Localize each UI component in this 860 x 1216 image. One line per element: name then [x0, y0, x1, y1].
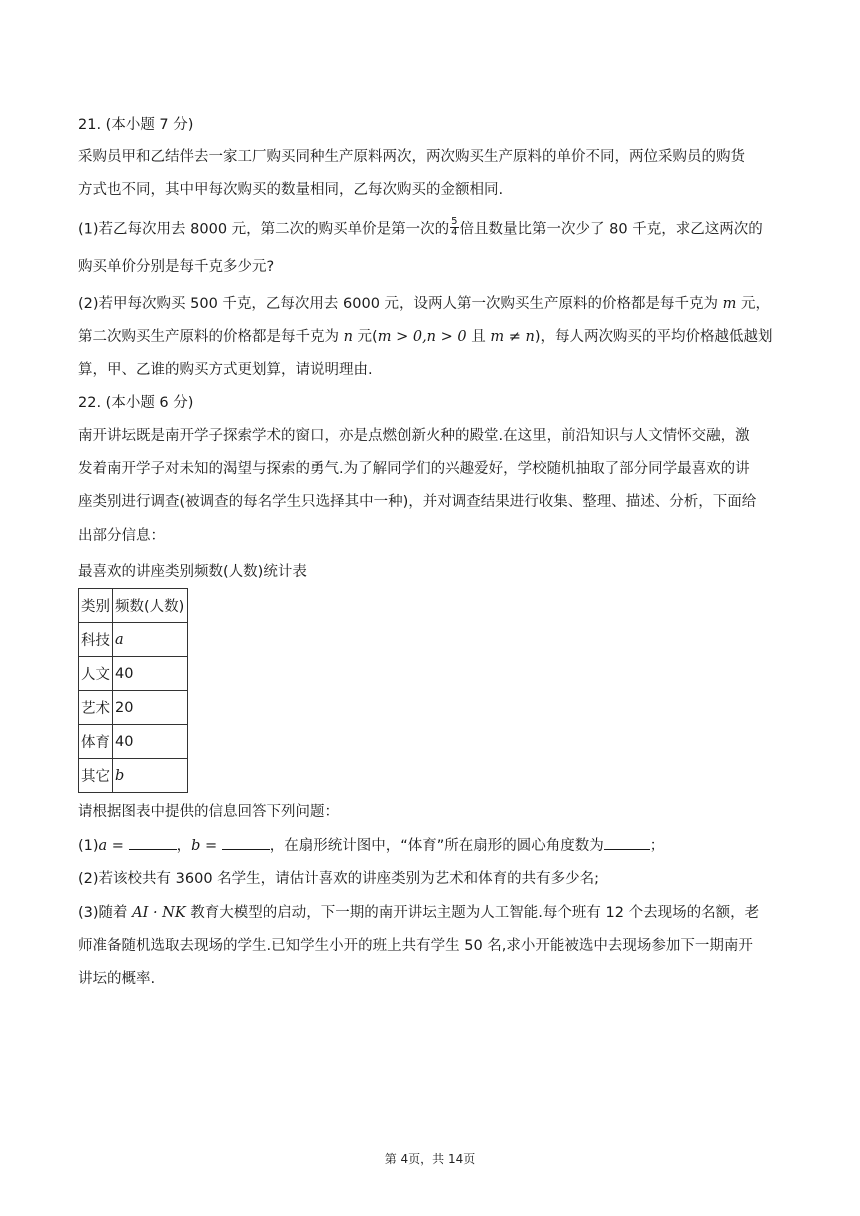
- q21-part1-line-1: [78, 216, 782, 240]
- q22-part3-line-1: [78, 903, 782, 923]
- table-row: [79, 759, 188, 793]
- variable-n: n: [343, 329, 353, 345]
- q22-prompt: 请根据图表中提供的信息回答下列问题：: [78, 804, 339, 820]
- table-cell-count: 40: [113, 657, 188, 691]
- q22-header: 22. (本小题 6 分): [78, 395, 194, 411]
- q21-intro-line-2: 方式也不同，其中甲每次购买的数量相同，乙每次购买的金额相同.: [78, 182, 504, 198]
- q21-intro-line-1: 采购员甲和乙结伴去一家工厂购买同种生产原料两次，两次购买生产原料的单价不同，两位采购员的购货: [78, 149, 745, 165]
- table-cell-category: 艺术: [79, 691, 113, 725]
- q21-part1-text-a: (1)若乙每次用去 8000 元，第二次的购买单价是第一次的: [78, 221, 450, 238]
- fraction-numerator: 5: [451, 216, 458, 227]
- page-footer: 第 4页，共 14页: [384, 1152, 476, 1166]
- q21-part2-line-3: 算，甲、乙谁的购买方式更划算，请说明理由.: [78, 362, 373, 378]
- table-cell-category: 其它: [79, 759, 113, 793]
- table-row: [79, 623, 188, 657]
- q22-part3-text-b: 教育大模型的启动，下一期的南开讲坛主题为人工智能.每个班有 12 个去现场的名额，老: [185, 905, 760, 921]
- table-cell-category: 人文: [79, 657, 113, 691]
- q21-part2-line-1: [78, 294, 782, 314]
- q21-header: 21. (本小题 7 分): [78, 117, 194, 133]
- table-row: [79, 691, 188, 725]
- table-cell-count: a: [113, 623, 188, 657]
- separator: ，: [176, 838, 192, 854]
- condition-positive: m > 0,n > 0: [377, 329, 467, 345]
- q22-intro-line-4: 出部分信息：: [78, 528, 165, 544]
- answer-blank-angle[interactable]: [604, 835, 650, 850]
- condition-not-equal: m ≠ n: [490, 329, 535, 345]
- q22-part1-end: ；: [649, 838, 665, 854]
- q21-part2-line-2: [78, 327, 782, 347]
- q21-part1-text-b: 倍且数量比第一次少了 80 千克，求乙这两次的: [459, 221, 763, 238]
- frequency-table: [78, 588, 188, 793]
- variable-b: b: [191, 838, 201, 854]
- table-header-category: 类别: [79, 589, 113, 623]
- frequency-table-title: 最喜欢的讲座类别频数(人数)统计表: [78, 564, 307, 580]
- q22-part1-text: ，在扇形统计图中，“体育”所在扇形的圆心角度数为: [269, 838, 604, 854]
- q22-part1-label: (1): [78, 838, 99, 854]
- table-cell-category: 体育: [79, 725, 113, 759]
- q22-intro-line-2: 发着南开学子对未知的渴望与探索的勇气.为了解同学们的兴趣爱好，学校随机抽取了部分同学最喜欢的讲: [78, 461, 750, 477]
- q22-part1: [78, 835, 782, 856]
- answer-blank-a[interactable]: [129, 835, 177, 850]
- table-row: [79, 657, 188, 691]
- q21-part2-text-d: 元(: [352, 329, 378, 345]
- answer-blank-b[interactable]: [222, 835, 270, 850]
- q22-part3-text-a: (3)随着: [78, 905, 133, 921]
- q22-part3-line-3: 讲坛的概率.: [78, 971, 156, 987]
- equals-sign: =: [107, 838, 129, 854]
- table-cell-category: 科技: [79, 623, 113, 657]
- q21-part2-text-b: 元，: [736, 296, 771, 312]
- fraction-five-fourths: [450, 217, 458, 238]
- q21-part1-line-2: 购买单价分别是每千克多少元?: [78, 259, 275, 275]
- q22-part3-line-2: 师准备随机选取去现场的学生.已知学生小开的班上共有学生 50 名,求小开能被选中去现场参加下一期南开: [78, 938, 753, 954]
- q21-part2-text-f: )，每人两次购买的平均价格越低越划: [534, 329, 773, 345]
- table-row: [79, 725, 188, 759]
- q21-part2-text-a: (2)若甲每次购买 500 千克，乙每次用去 6000 元，设两人第一次购买生产原料的价格都是每千克为: [78, 296, 723, 312]
- table-cell-count: 40: [113, 725, 188, 759]
- table-cell-count: 20: [113, 691, 188, 725]
- variable-m: m: [722, 296, 737, 312]
- q21-part2-text-e: 且: [466, 329, 491, 345]
- ai-nk-term: AI · NK: [132, 905, 186, 921]
- q21-part2-text-c: 第二次购买生产原料的价格都是每千克为: [78, 329, 344, 345]
- equals-sign: =: [200, 838, 222, 854]
- table-header-row: [79, 589, 188, 623]
- table-cell-count: b: [113, 759, 188, 793]
- q22-part2: (2)若该校共有 3600 名学生，请估计喜欢的讲座类别为艺术和体育的共有多少名;: [78, 871, 600, 887]
- fraction-denominator: 4: [451, 227, 458, 238]
- q22-intro-line-1: 南开讲坛既是南开学子探索学术的窗口，亦是点燃创新火种的殿堂.在这里，前沿知识与人文情怀交融，激: [78, 428, 750, 444]
- q22-intro-line-3: 座类别进行调查(被调查的每名学生只选择其中一种)，并对调查结果进行收集、整理、描述、分析，下面给: [78, 494, 757, 510]
- table-header-count: 频数(人数): [113, 589, 188, 623]
- variable-a: a: [98, 838, 108, 854]
